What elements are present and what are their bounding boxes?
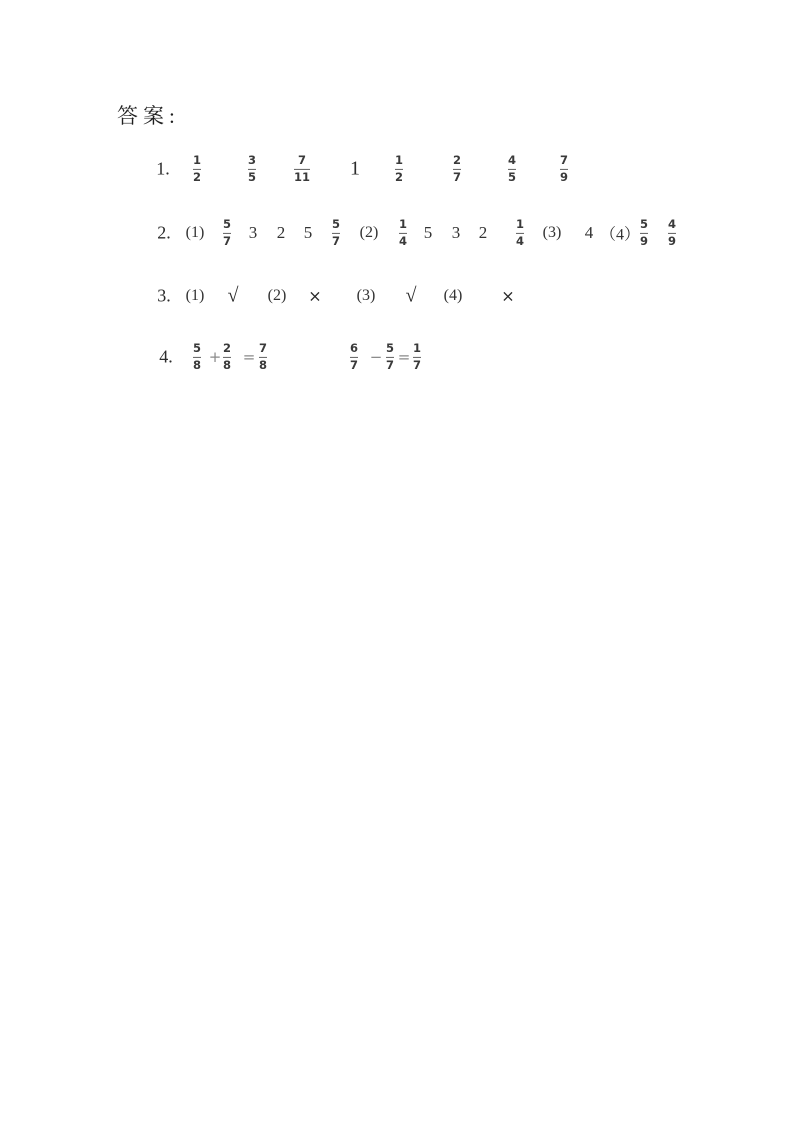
question-1-number: 1. [156,158,170,179]
part-label: (1) [185,287,205,304]
numerator: 4 [507,152,517,167]
number-answer: 4 [584,223,594,242]
fraction [220,218,234,248]
part-label: (2) [359,224,379,241]
numerator: 2 [452,152,462,167]
fraction [383,342,397,372]
fraction [220,342,234,372]
part-label: （4） [599,226,641,244]
numerator: 6 [349,340,359,355]
numerator: 5 [385,340,395,355]
numerator: 5 [331,216,341,231]
check-mark: √ [227,284,239,307]
denominator: 9 [639,234,649,249]
numerator: 1 [412,340,422,355]
denominator: 7 [385,358,395,373]
part-label: (1) [185,224,205,241]
part-label: (3) [542,224,562,241]
equals-sign: = [397,348,411,366]
fraction [637,218,651,248]
fraction [396,218,410,248]
part-label: (4) [443,287,463,304]
answers-heading: 答案: [117,104,180,128]
numerator: 5 [639,216,649,231]
denominator: 2 [192,170,202,185]
fraction [410,342,424,372]
denominator: 2 [394,170,404,185]
number-answer: 5 [303,223,313,242]
numerator: 1 [515,216,525,231]
denominator: 4 [398,234,408,249]
fraction [450,154,464,184]
number-answer: 2 [276,223,286,242]
fraction [256,342,270,372]
question-4-number: 4. [159,346,173,367]
part-label: (2) [267,287,287,304]
fraction [392,154,406,184]
denominator: 4 [515,234,525,249]
fraction [245,154,259,184]
whole-number-answer: 1 [350,157,360,180]
numerator: 4 [667,216,677,231]
fraction [665,218,679,248]
answer-line-1 [0,150,793,188]
denominator: 5 [247,170,257,185]
fraction [190,342,204,372]
question-2-number: 2. [157,222,171,243]
denominator: 8 [258,358,268,373]
denominator: 7 [412,358,422,373]
denominator: 7 [452,170,462,185]
fraction [513,218,527,248]
answer-line-3 [0,277,793,315]
number-answer: 5 [423,223,433,242]
answer-line-4 [0,338,793,376]
equals-sign: = [242,348,256,366]
check-mark: √ [405,284,417,307]
question-3-number: 3. [157,285,171,306]
part-label: (3) [356,287,376,304]
cross-mark: × [308,286,322,306]
denominator: 9 [559,170,569,185]
cross-mark: × [501,286,515,306]
minus-operator: − [369,348,383,366]
denominator: 8 [222,358,232,373]
number-answer: 3 [451,223,461,242]
number-answer: 3 [248,223,258,242]
denominator: 7 [222,234,232,249]
fraction [329,218,343,248]
numerator: 1 [398,216,408,231]
fraction [347,342,361,372]
plus-operator: + [208,348,222,366]
numerator: 5 [192,340,202,355]
denominator: 7 [331,234,341,249]
answer-line-2 [0,214,793,252]
numerator: 2 [222,340,232,355]
numerator: 3 [247,152,257,167]
denominator: 5 [507,170,517,185]
numerator: 1 [192,152,202,167]
numerator: 7 [258,340,268,355]
numerator: 5 [222,216,232,231]
denominator: 9 [667,234,677,249]
numerator: 1 [394,152,404,167]
denominator: 7 [349,358,359,373]
number-answer: 2 [478,223,488,242]
denominator: 11 [293,170,311,185]
fraction [291,154,313,184]
fraction [505,154,519,184]
fraction [557,154,571,184]
fraction [190,154,204,184]
numerator: 7 [297,152,307,167]
numerator: 7 [559,152,569,167]
denominator: 8 [192,358,202,373]
